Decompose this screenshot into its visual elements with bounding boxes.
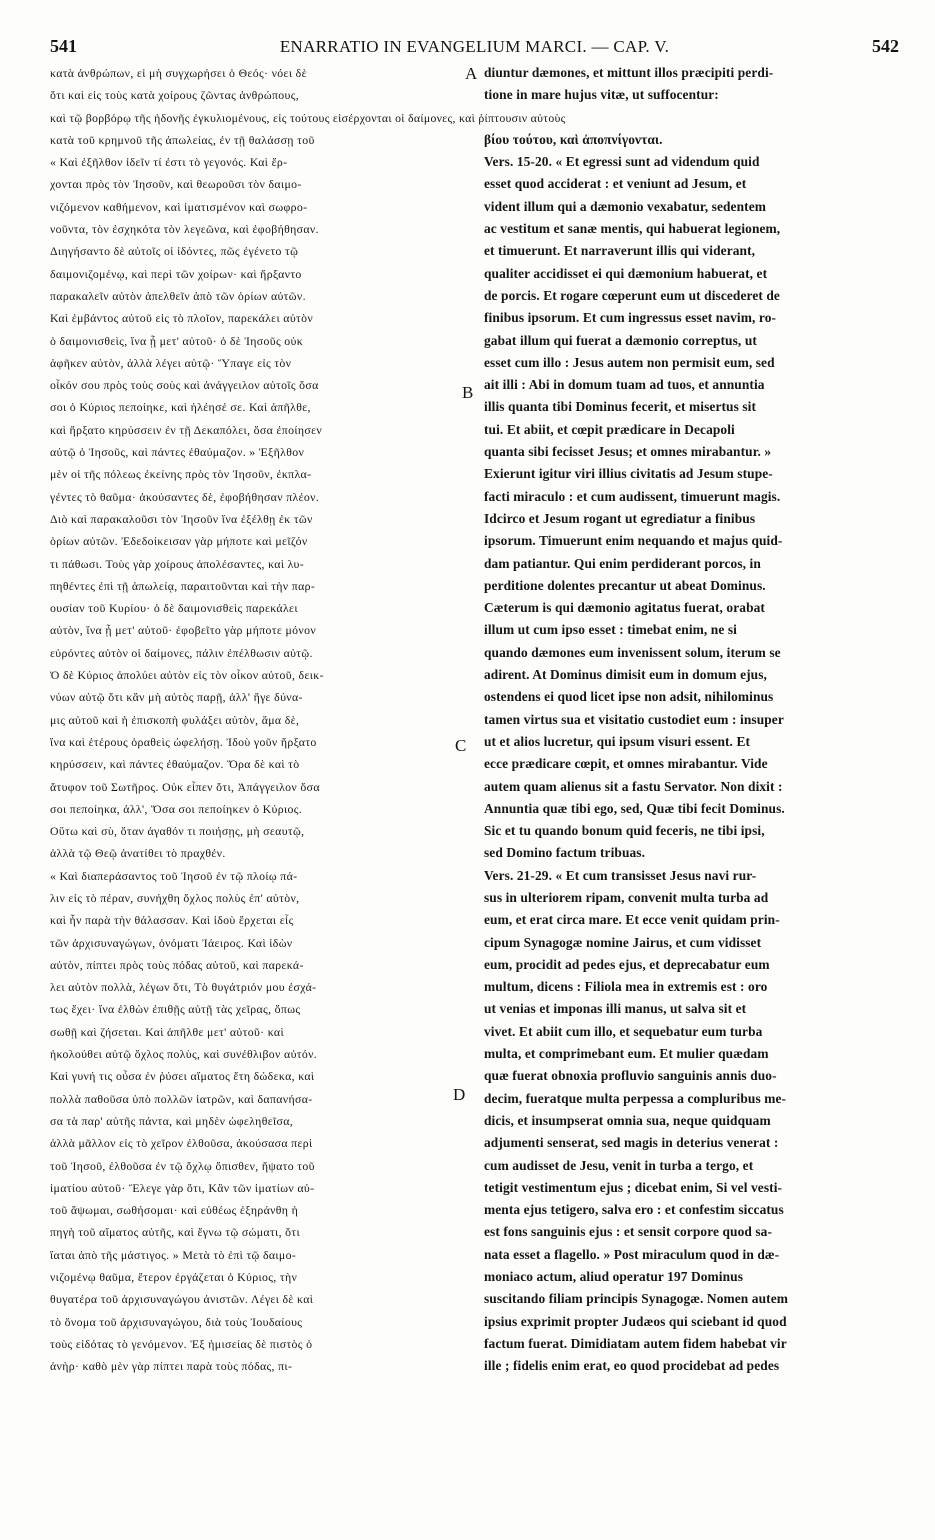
text-line: ipsius exprimit propter Judæos qui sciebant id quod xyxy=(484,1313,787,1329)
text-line: σοι ὁ Κύριος πεποίηκε, καὶ ἠλέησέ σε. Καὶ ἀπῆλθε, xyxy=(50,400,311,415)
text-line: βίου τούτου, καὶ ἀποπνίγονται. xyxy=(484,131,663,147)
greek-column-top xyxy=(50,62,460,107)
text-line: ἱματίου αὐτοῦ· Ἔλεγε γὰρ ὅτι, Κἂν τῶν ἱματίων αὐ- xyxy=(50,1180,315,1195)
text-line: κηρύσσειν, καὶ πάντες ἐθαύμαζον. Ὅρα δὲ καὶ τὸ xyxy=(50,757,300,772)
text-line: νοῦντα, τὸν ἐσχηκότα τὸν λεγεῶνα, καὶ ἐφοβήθησαν. xyxy=(50,222,319,237)
text-line: Cæterum is qui dæmonio agitatus fuerat, orabat xyxy=(484,600,765,616)
text-line: ἴαται ἀπὸ τῆς μάστιγος. » Μετὰ τὸ ἐπὶ τῷ δαιμο- xyxy=(50,1247,297,1262)
text-line: τοὺς εἰδότας τὸ γενόμενον. Ἐξ ἡμισείας δὲ πιστὸς ὁ xyxy=(50,1336,313,1351)
text-line: eum, et erat circa mare. Et ecce venit quidam prin- xyxy=(484,912,780,928)
text-line: Vers. 21-29. « Et cum transisset Jesus navi rur- xyxy=(484,867,757,883)
text-line: « Καὶ διαπεράσαντος τοῦ Ἰησοῦ ἐν τῷ πλοίῳ πά- xyxy=(50,868,298,883)
greek-column xyxy=(50,129,460,1378)
text-line: nata esset a flagello. » Post miraculum quod in dæ- xyxy=(484,1246,780,1262)
text-line: καὶ τῷ βορβόρῳ τῆς ἡδονῆς ἐγκυλιομένους, εἰς τούτους εἰσέρχονται οἱ δαίμονες, καὶ ῥίπτουσιν αὐτοὺς xyxy=(50,110,566,125)
text-line: esset cum illo : Jesus autem non permisit eum, sed xyxy=(484,354,775,370)
text-line: Idcirco et Jesum rogant ut egrediatur a finibus xyxy=(484,510,756,526)
text-line: qualiter accidisset ei qui dæmonium habuerat, et xyxy=(484,265,768,281)
text-line: ουσίαν τοῦ Κυρίου· ὁ δὲ δαιμονισθεὶς παρεκάλει xyxy=(50,601,298,616)
text-line: vivet. Et abiit cum illo, et sequebatur eum turba xyxy=(484,1023,763,1039)
text-line: diuntur dæmones, et mittunt illos præcipiti perdi- xyxy=(484,65,774,80)
text-line: eum, procidit ad pedes ejus, et deprecabatur eum xyxy=(484,956,770,972)
text-line: « Καὶ ἐξῆλθον ἰδεῖν τί ἐστι τὸ γεγονός. Καὶ ἔρ- xyxy=(50,155,288,170)
text-line: dam patiantur. Qui enim perdiderant porcos, in xyxy=(484,555,761,571)
text-line: decim, fueratque multa perpessa a compluribus me- xyxy=(484,1090,787,1106)
text-line: θυγατέρα τοῦ ἀρχισυναγώγου ἀνιστῶν. Λέγει δὲ καὶ xyxy=(50,1292,314,1307)
text-line: suscitando filiam principis Synagogæ. Nomen autem xyxy=(484,1291,788,1307)
text-line: εὑρόντες αὐτὸν οἱ δαίμονες, πάλιν ἐπέλθωσιν αὐτῷ. xyxy=(50,645,313,660)
text-line: τοῦ Ἰησοῦ, ἐλθοῦσα ἐν τῷ ὄχλῳ ὄπισθεν, ἥψατο τοῦ xyxy=(50,1158,315,1173)
text-line: κατὰ τοῦ κρημνοῦ τῆς ἀπωλείας, ἐν τῇ θαλάσσῃ τοῦ xyxy=(50,132,315,147)
text-line: et timuerunt. Et narraverunt illis qui viderant, xyxy=(484,243,756,259)
text-line: σοι πεποίηκα, ἀλλ', Ὅσα σοι πεποίηκεν ὁ Κύριος. xyxy=(50,801,303,816)
text-line: Διὸ καὶ παρακαλοῦσι τὸν Ἰησοῦν ἵνα ἐξέλθῃ ἐκ τῶν xyxy=(50,511,313,526)
text-line: ἀνὴρ· καθὸ μὲν γὰρ πίπτει παρὰ τοὺς πόδας, πι- xyxy=(50,1359,293,1374)
running-title: ENARRATIO IN EVANGELIUM MARCI. — CAP. V. xyxy=(279,37,670,56)
latin-column-top xyxy=(484,62,896,107)
text-line: αὐτὸν, πίπτει πρὸς τοὺς πόδας αὐτοῦ, καὶ παρεκά- xyxy=(50,957,304,972)
latin-column xyxy=(484,129,896,1378)
text-line: παρακαλεῖν αὐτὸν ἀπελθεῖν ἀπὸ τῶν ὁρίων αὐτῶν. xyxy=(50,288,306,303)
text-line: πηγὴ τοῦ αἵματος αὐτῆς, καὶ ἔγνω τῷ σώματι, ὅτι xyxy=(50,1225,301,1240)
text-line: ὁρίων αὐτῶν. Ἐδεδοίκεισαν γὰρ μήποτε καὶ μεῖζόν xyxy=(50,534,308,549)
text-line: tamen virtus sua et visitatio custodiet eum : insuper xyxy=(484,711,784,727)
text-line: finibus ipsorum. Et cum ingressus esset navim, ro- xyxy=(484,310,777,326)
text-line: γέντες τὸ θαῦμα· ἀκούσαντες δὲ, ἐφοβήθησαν πλέον. xyxy=(50,489,320,504)
text-line: ὅτι καὶ εἰς τοὺς κατὰ χοίρους ζῶντας ἀνθρώπους, xyxy=(50,88,300,103)
text-line: Annuntia quæ tibi ego, sed, Quæ tibi fecit Dominus. xyxy=(484,800,785,816)
text-line: illis quanta tibi Dominus fecerit, et misertus sit xyxy=(484,399,757,415)
text-line: Vers. 15-20. « Et egressi sunt ad videndum quid xyxy=(484,154,760,170)
text-line: τι πάθωσι. Τοὺς γὰρ χοίρους ἀπολέσαντες, καὶ λυ- xyxy=(50,556,304,571)
text-line: τως ἔχει· ἵνα ἐλθὼν ἐπιθῇς αὐτῇ τὰς χεῖρας, ὅπως xyxy=(50,1002,301,1017)
text-line: de porcis. Et rogare cœperunt eum ut discederet de xyxy=(484,287,780,303)
text-line: multa, et comprimebant eum. Et mulier quædam xyxy=(484,1046,769,1062)
text-line: vident illum qui a dæmonio vexabatur, sedentem xyxy=(484,198,766,214)
text-line: tione in mare hujus vitæ, ut suffocentur: xyxy=(484,87,719,103)
text-line: μις αὐτοῦ καὶ ἡ ἐπισκοπὴ φυλάξει αὐτὸν, ἅμα δὲ, xyxy=(50,712,300,727)
page-number-right: 542 xyxy=(872,36,899,56)
text-line: ἄτυφον τοῦ Σωτῆρος. Οὐκ εἶπεν ὅτι, Ἀπάγγειλον ὅσα xyxy=(50,779,320,794)
text-line: αὐτῷ ὁ Ἰησοῦς, καὶ πάντες ἐθαύμαζον. » Ἐξῆλθον xyxy=(50,445,305,460)
text-line: ipsorum. Timuerunt enim nequando et majus quid- xyxy=(484,533,783,549)
text-line: gabat illum qui fuerat a dæmonio correptus, ut xyxy=(484,332,757,348)
text-line: ἀλλὰ μᾶλλον εἰς τὸ χεῖρον ἐλθοῦσα, ἀκούσασα περὶ xyxy=(50,1136,313,1151)
text-line: ὁ δαιμονισθεὶς, ἵνα ᾖ μετ' αὐτοῦ· ὁ δὲ Ἰησοῦς οὐκ xyxy=(50,333,304,348)
text-line: πηθέντες ἐπὶ τῇ ἀπωλείᾳ, παραιτοῦνται καὶ τὴν παρ- xyxy=(50,578,316,593)
text-line: ἀφῆκεν αὐτὸν, ἀλλὰ λέγει αὐτῷ· Ὕπαγε εἰς τὸν xyxy=(50,355,292,370)
text-line: moniaco actum, aliud operatur 197 Dominus xyxy=(484,1269,744,1285)
margin-marker-c: C xyxy=(455,736,467,755)
text-line: menta ejus tetigero, salva ero : et confestim siccatus xyxy=(484,1202,784,1218)
text-line: tetigit vestimentum ejus ; dicebat enim, Si vel vesti- xyxy=(484,1179,783,1195)
text-line: cum audisset de Jesu, venit in turba a tergo, et xyxy=(484,1157,754,1173)
text-line: καὶ ἦν παρὰ τὴν θάλασσαν. Καὶ ἰδοὺ ἔρχεται εἷς xyxy=(50,913,294,928)
text-line: esset quod acciderat : et veniunt ad Jesum, et xyxy=(484,176,747,192)
text-line: Διηγήσαντο δὲ αὐτοῖς οἱ ἰδόντες, πῶς ἐγένετο τῷ xyxy=(50,244,299,259)
text-line: σα τὰ παρ' αὐτῆς πάντα, καὶ μηδὲν ὠφεληθεῖσα, xyxy=(50,1113,294,1128)
text-line: τὸ ὄνομα τοῦ ἀρχισυναγώγου, διὰ τοὺς Ἰουδαίους xyxy=(50,1314,303,1329)
margin-marker-d: D xyxy=(453,1085,466,1104)
text-line: ille ; fidelis enim erat, eo quod procidebat ad pedes xyxy=(484,1358,780,1374)
text-line: sed Domino factum tribuas. xyxy=(484,845,646,861)
text-line: adjumenti senserat, sed magis in deterius venerat : xyxy=(484,1135,779,1151)
text-line: ut venias et imponas illi manus, ut salva sit et xyxy=(484,1001,747,1017)
text-line: λιν εἰς τὸ πέραν, συνήχθη ὄχλος πολὺς ἐπ' αὐτὸν, xyxy=(50,890,300,905)
text-line: ἠκολούθει αὐτῷ ὄχλος πολὺς, καὶ συνέθλιβον αὐτόν. xyxy=(50,1047,318,1062)
text-line: δαιμονιζομένῳ, καὶ περὶ τῶν χοίρων· καὶ ἤρξαντο xyxy=(50,266,302,281)
text-line: Exierunt igitur viri illius civitatis ad Jesum stupe- xyxy=(484,466,773,482)
text-line: αὐτὸν, ἵνα ᾖ μετ' αὐτοῦ· ἐφοβεῖτο γὰρ μήποτε μόνον xyxy=(50,623,317,638)
text-line: ait illi : Abi in domum tuam ad tuos, et annuntia xyxy=(484,377,765,393)
text-line: quando dæmones eum invenissent solum, iterum se xyxy=(484,644,781,660)
full-width-greek-line xyxy=(50,107,900,129)
page-number-left: 541 xyxy=(50,36,77,56)
text-line: sus in ulteriorem ripam, convenit multa turba ad xyxy=(484,889,769,905)
text-line: Καὶ γυνή τις οὖσα ἐν ῥύσει αἵματος ἔτη δώδεκα, καὶ xyxy=(50,1069,315,1084)
margin-marker-a: A xyxy=(465,64,478,83)
text-line: illum ut cum ipso esset : timebat enim, ne si xyxy=(484,622,737,638)
text-line: multum, dicens : Filiola mea in extremis est : oro xyxy=(484,979,768,995)
text-line: τῶν ἀρχισυναγώγων, ὀνόματι Ἰάειρος. Καὶ ἰδὼν xyxy=(50,935,293,950)
text-line: λει αὐτὸν πολλὰ, λέγων ὅτι, Τὸ θυγάτριόν μου ἐσχά- xyxy=(50,980,317,995)
text-line: quæ fuerat obnoxia profluvio sanguinis annis duo- xyxy=(484,1068,777,1084)
text-line: Sic et tu quando bonum quid feceris, ne tibi ipsi, xyxy=(484,823,765,839)
text-line: perditione dolentes precantur ut abeat Dominus. xyxy=(484,577,766,593)
text-line: νύων αὐτῷ ὅτι κἂν μὴ αὐτὸς παρῇ, ἀλλ' ἥγε δύνα- xyxy=(50,690,303,705)
text-line: σωθῇ καὶ ζήσεται. Καὶ ἀπῆλθε μετ' αὐτοῦ· καὶ xyxy=(50,1024,284,1039)
text-line: dicis, et insumpserat omnia sua, neque quidquam xyxy=(484,1112,771,1128)
text-line: κατὰ ἀνθρώπων, εἰ μὴ συγχωρήσει ὁ Θεός· νόει δὲ xyxy=(50,66,307,80)
text-line: adirent. At Dominus dimisit eum in domum ejus, xyxy=(484,667,767,683)
text-line: autem quam alienus sit a fastu Servator. Non dixit : xyxy=(484,778,783,794)
text-line: ut et alios lucretur, qui ipsum visuri essent. Et xyxy=(484,733,751,749)
text-line: μὲν οἱ τῆς πόλεως ἐκείνης πρὸς τὸν Ἰησοῦν, ἐκπλα- xyxy=(50,467,312,482)
text-line: ac vestitum et sanæ mentis, qui habuerat legionem, xyxy=(484,221,781,237)
text-line: ἀλλὰ τῷ Θεῷ ἀνατίθει τὸ πραχθέν. xyxy=(50,846,226,861)
text-line: factum fuerat. Dimidiatam autem fidem habebat vir xyxy=(484,1335,787,1351)
text-line: ecce prædicare cœpit, et omnes mirabantur. Vide xyxy=(484,756,768,772)
text-line: ἵνα καὶ ἑτέρους ὁραθεὶς ὠφελήσῃ. Ἰδοὺ γοῦν ἤρξατο xyxy=(50,734,317,749)
text-line: Καὶ ἐμβάντος αὐτοῦ εἰς τὸ πλοῖον, παρεκάλει αὐτὸν xyxy=(50,311,314,326)
text-line: quanta sibi fecisset Jesus; et omnes mirabantur. » xyxy=(484,444,772,460)
text-line: facti miraculo : et cum audissent, timuerunt magis. xyxy=(484,488,781,504)
text-line: ostendens ei quod licet ipse non adsit, nihilominus xyxy=(484,689,774,705)
text-line: χονται πρὸς τὸν Ἰησοῦν, καὶ θεωροῦσι τὸν δαιμο- xyxy=(50,177,302,192)
text-line: tui. Et abiit, et cœpit prædicare in Decapoli xyxy=(484,421,735,437)
margin-marker-b: B xyxy=(462,383,474,402)
text-line: καὶ ἤρξατο κηρύσσειν ἐν τῇ Δεκαπόλει, ὅσα ἐποίησεν xyxy=(50,422,323,437)
text-line: Οὕτω καὶ σὺ, ὅταν ἀγαθόν τι ποιήσῃς, μὴ σεαυτῷ, xyxy=(50,824,305,839)
text-line: νιζομένῳ θαῦμα, ἕτερον ἐργάζεται ὁ Κύριος, τὴν xyxy=(50,1270,298,1285)
text-line: πολλὰ παθοῦσα ὑπὸ πολλῶν ἰατρῶν, καὶ δαπανήσα- xyxy=(50,1091,313,1106)
text-line: νιζόμενον καθήμενον, καὶ ἱματισμένον καὶ σωφρο- xyxy=(50,199,308,214)
text-line: est fons sanguinis ejus : et sensit corpore quod sa- xyxy=(484,1224,773,1240)
text-line: Ὁ δὲ Κύριος ἀπολύει αὐτὸν εἰς τὸν οἶκον αὐτοῦ, δεικ- xyxy=(50,668,324,683)
text-line: τοῦ ἅψωμαι, σωθήσομαι· καὶ εὐθέως ἐξηράνθη ἡ xyxy=(50,1203,299,1218)
text-line: οἶκόν σου πρὸς τοὺς σοὺς καὶ ἀνάγγειλον αὐτοῖς ὅσα xyxy=(50,378,319,393)
text-line: cipum Synagogæ nomine Jairus, et cum vidisset xyxy=(484,934,762,950)
running-header xyxy=(50,36,899,60)
